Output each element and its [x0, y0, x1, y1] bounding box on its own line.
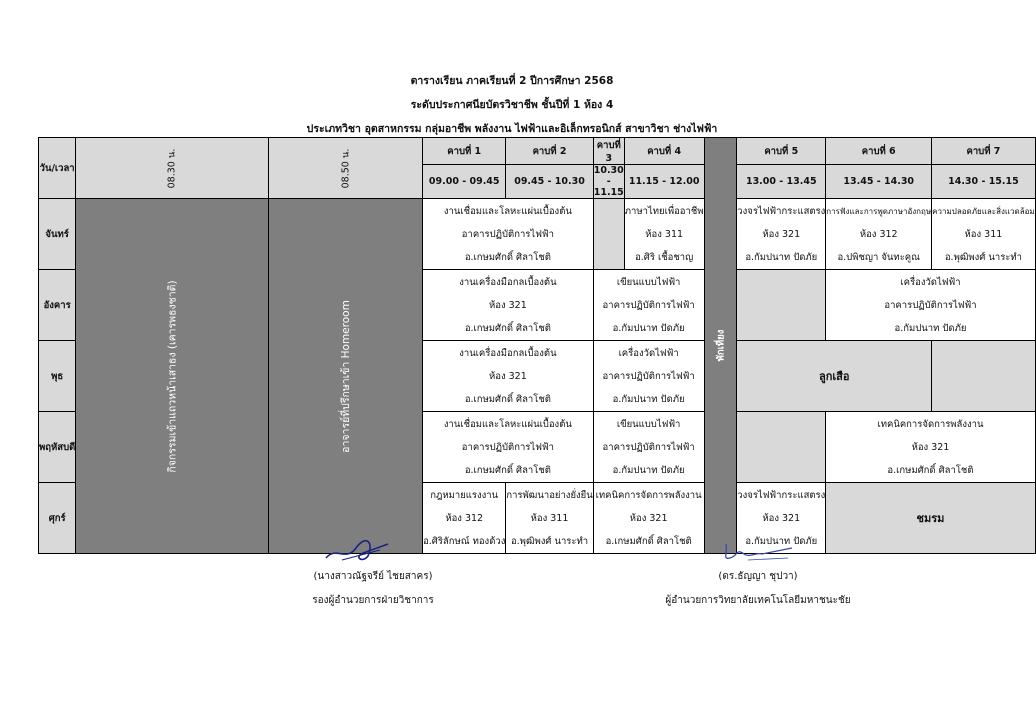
subject: เขียนแบบไฟฟ้า — [616, 418, 681, 430]
signature-left-title: รองผู้อำนวยการฝ่ายวิชาการ — [312, 595, 434, 606]
subject: เครื่องวัดไฟฟ้า — [618, 347, 679, 359]
subject: เทคนิคการจัดการพลังงาน — [595, 489, 702, 501]
signature-right-name: (ดร.ธัญญา ชุปวา) — [718, 571, 798, 582]
signature-left-icon — [322, 538, 392, 566]
room: ห้อง 321 — [762, 228, 801, 240]
flag-activity-label: กิจกรรมเข้าแถวหน้าเสาธง (เคารพธงชาติ) — [166, 279, 179, 473]
corner-cell: วัน/เวลา — [39, 138, 76, 199]
subject: ภาษาไทยเพื่ออาชีพ — [624, 205, 704, 217]
signature-right-title: ผู้อำนวยการวิทยาลัยเทคโนโลยีมหาชนะชัย — [665, 595, 851, 606]
room: ห้อง 312 — [445, 512, 484, 524]
teacher: อ.ศิริ เชื้อชาญ — [635, 251, 694, 263]
teacher: อ.เกษมศักดิ์ ศิลาโชติ — [464, 322, 551, 334]
fri-club: ชมรม — [826, 483, 1035, 554]
homeroom-label: อาจารย์ที่ปรึกษาเข้า Homeroom — [340, 299, 353, 453]
lunch-label: พักเที่ยง — [714, 329, 726, 362]
room: ห้อง 321 — [629, 512, 668, 524]
period-3-time: 10.30 - 11.15 — [593, 165, 624, 198]
day-wednesday: พุธ — [39, 341, 76, 412]
subject: กฎหมายแรงงาน — [430, 489, 499, 501]
subject: งานเชื่อมและโลหะแผ่นเบื้องต้น — [443, 205, 572, 217]
teacher: อ.ปพิชญา จันทะคูณ — [837, 251, 920, 263]
tue-p3-4 — [593, 270, 704, 341]
timetable — [38, 137, 1036, 554]
thu-p6-7 — [826, 412, 1035, 483]
time-0850-label: 08.50 น. — [340, 148, 352, 188]
time-0850 — [269, 138, 423, 199]
subject: การพัฒนาอย่างยั่งยืน — [506, 489, 593, 501]
day-tuesday: อังคาร — [39, 270, 76, 341]
mon-p5 — [737, 199, 826, 270]
period-6-time: 13.45 - 14.30 — [826, 165, 932, 199]
room: ห้อง 311 — [530, 512, 569, 524]
room: อาคารปฏิบัติการไฟฟ้า — [602, 441, 695, 453]
room: ห้อง 312 — [859, 228, 898, 240]
tue-p6-7 — [826, 270, 1035, 341]
period-4-label: คาบที่ 4 — [624, 138, 704, 165]
period-3-label: คาบที่ 3 — [593, 138, 624, 165]
wed-p3-4 — [593, 341, 704, 412]
mon-p1-2 — [423, 199, 594, 270]
room: อาคารปฏิบัติการไฟฟ้า — [461, 228, 554, 240]
teacher: อ.ศิริลักษณ์ ทองด้วง — [423, 535, 506, 547]
room: ห้อง 311 — [964, 228, 1003, 240]
teacher: อ.กัมปนาท ปัดภัย — [745, 535, 818, 547]
subject: วงจรไฟฟ้ากระแสตรง — [737, 205, 826, 217]
fri-p2 — [506, 483, 593, 554]
subject: งานเครื่องมือกลเบื้องต้น — [459, 276, 557, 288]
period-5-time: 13.00 - 13.45 — [737, 165, 826, 199]
homeroom-column — [269, 199, 423, 554]
title-line-1: ตารางเรียน ภาคเรียนที่ 2 ปีการศึกษา 2568 — [410, 75, 614, 87]
teacher: อ.เกษมศักดิ์ ศิลาโชติ — [464, 464, 551, 476]
room: อาคารปฏิบัติการไฟฟ้า — [602, 299, 695, 311]
teacher: อ.กัมปนาท ปัดภัย — [745, 251, 818, 263]
subject: เครื่องวัดไฟฟ้า — [900, 276, 961, 288]
subject: ความปลอดภัยและสิ่งแวดล้อม — [932, 206, 1035, 216]
period-7-label: คาบที่ 7 — [932, 138, 1036, 165]
period-1-label: คาบที่ 1 — [423, 138, 506, 165]
subject: การฟังและการพูดภาษาอังกฤษ — [826, 206, 932, 216]
wed-p1-2 — [423, 341, 594, 412]
flag-activity-column — [76, 199, 269, 554]
room: ห้อง 321 — [489, 370, 527, 382]
subject: เทคนิคการจัดการพลังงาน — [877, 418, 984, 430]
subject: วงจรไฟฟ้ากระแสตรง — [737, 489, 826, 501]
teacher: อ.เกษมศักดิ์ ศิลาโชติ — [464, 393, 551, 405]
teacher: อ.พุฒิพงศ์ นาระทำ — [510, 535, 589, 547]
subject: เขียนแบบไฟฟ้า — [616, 276, 681, 288]
thu-p5-empty — [737, 412, 826, 483]
signature-left-name: (นางสาวณัฐจรีย์ ไชยสาคร) — [313, 571, 433, 582]
time-0830-label: 08.30 น. — [166, 148, 178, 188]
teacher: อ.เกษมศักดิ์ ศิลาโชติ — [464, 251, 551, 263]
period-1-time: 09.00 - 09.45 — [423, 165, 506, 199]
teacher: อ.กัมปนาท ปัดภัย — [612, 393, 685, 405]
lunch-column — [704, 138, 737, 554]
room: ห้อง 321 — [762, 512, 801, 524]
mon-p6 — [826, 199, 932, 270]
room: อาคารปฏิบัติการไฟฟ้า — [461, 441, 554, 453]
signature-right-icon — [718, 538, 798, 566]
day-thursday: พฤหัสบดี — [39, 412, 76, 483]
wed-scout: ลูกเสือ — [737, 341, 932, 412]
thu-p3-4 — [593, 412, 704, 483]
period-5-label: คาบที่ 5 — [737, 138, 826, 165]
thu-p1-2 — [423, 412, 594, 483]
room: ห้อง 311 — [645, 228, 684, 240]
title-line-2: ระดับประกาศนียบัตรวิชาชีพ ชั้นปีที่ 1 ห้อง 4 — [410, 99, 614, 111]
period-2-time: 09.45 - 10.30 — [506, 165, 593, 199]
mon-p3-empty — [593, 199, 624, 270]
teacher: อ.พุฒิพงศ์ นาระทำ — [944, 251, 1022, 263]
teacher: อ.กัมปนาท ปัดภัย — [612, 464, 685, 476]
subject: งานเครื่องมือกลเบื้องต้น — [459, 347, 557, 359]
wed-p7-empty — [932, 341, 1036, 412]
room: อาคารปฏิบัติการไฟฟ้า — [884, 299, 977, 311]
tue-p1-2 — [423, 270, 594, 341]
subject: งานเชื่อมและโลหะแผ่นเบื้องต้น — [443, 418, 572, 430]
room: ห้อง 321 — [489, 299, 527, 311]
day-friday: ศุกร์ — [39, 483, 76, 554]
period-2-label: คาบที่ 2 — [506, 138, 593, 165]
room: อาคารปฏิบัติการไฟฟ้า — [602, 370, 695, 382]
day-monday: จันทร์ — [39, 199, 76, 270]
teacher: อ.กัมปนาท ปัดภัย — [612, 322, 685, 334]
period-4-time: 11.15 - 12.00 — [624, 165, 704, 199]
fri-p3-4 — [593, 483, 704, 554]
teacher: อ.เกษมศักดิ์ ศิลาโชติ — [887, 464, 974, 476]
time-0830 — [76, 138, 269, 199]
period-7-time: 14.30 - 15.15 — [932, 165, 1036, 199]
teacher: อ.กัมปนาท ปัดภัย — [894, 322, 967, 334]
tue-p5-empty — [737, 270, 826, 341]
fri-p1 — [423, 483, 506, 554]
period-6-label: คาบที่ 6 — [826, 138, 932, 165]
title-line-3: ประเภทวิชา อุตสาหกรรม กลุ่มอาชีพ พลังงาน ไฟฟ้าและอิเล็กทรอนิกส์ สาขาวิชา ช่างไฟฟ้า — [306, 123, 718, 135]
mon-p4 — [624, 199, 704, 270]
mon-p7 — [932, 199, 1036, 270]
teacher: อ.เกษมศักดิ์ ศิลาโชติ — [605, 535, 692, 547]
room: ห้อง 321 — [911, 441, 950, 453]
